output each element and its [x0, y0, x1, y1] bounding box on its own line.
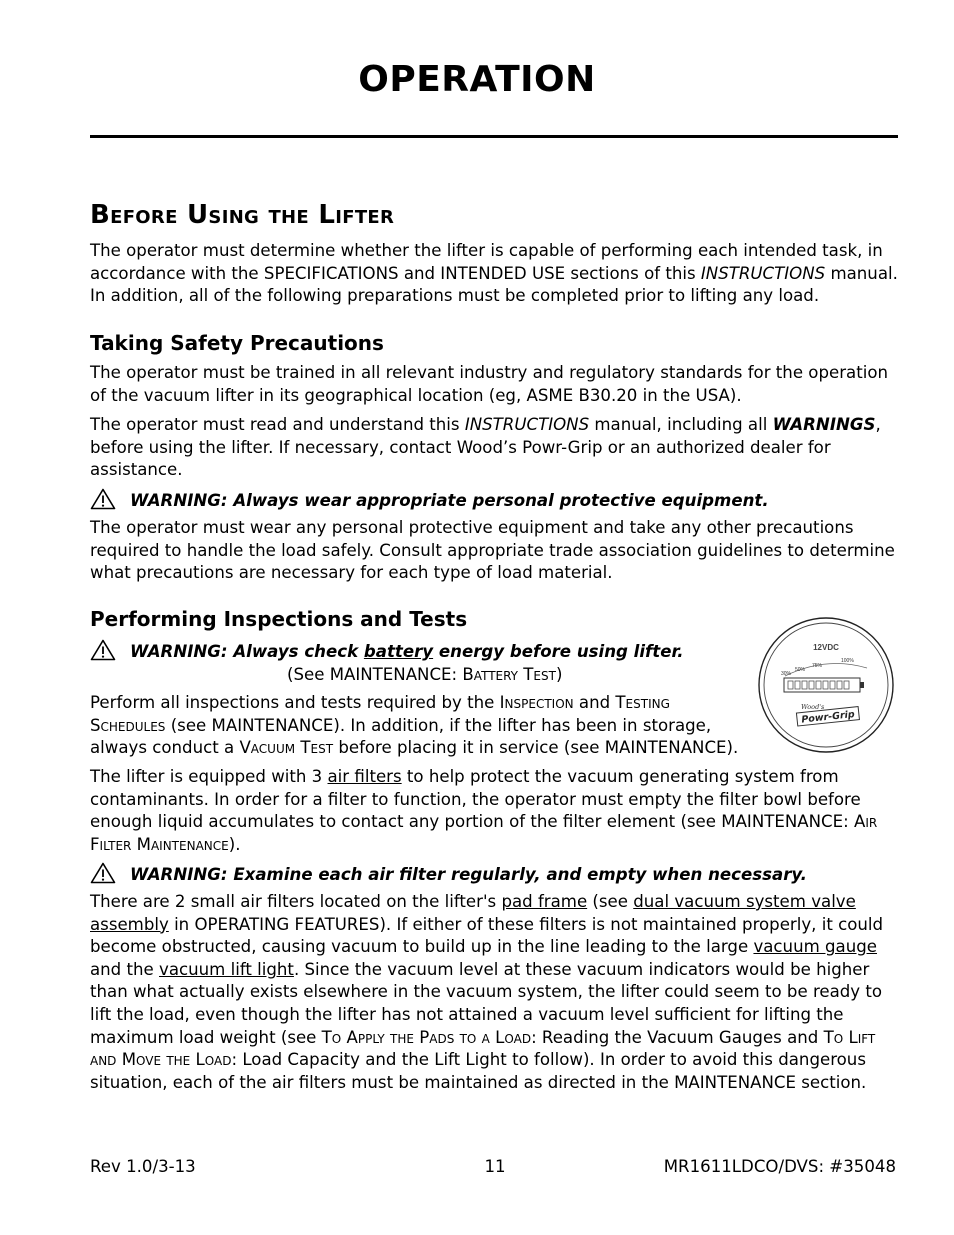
- warning-ppe: [90, 488, 769, 513]
- page-title: OPERATION: [358, 59, 596, 100]
- intro-paragraph: The operator must determine whether the lifter is capable of performing each intended task, in accordance with the SPECIFICATIONS and INTENDED USE sections of this INSTRUCTIONS manual. In addition, all of the following preparations must be completed prior to lifting any load.: [90, 241, 898, 306]
- section-heading: Before Using the Lifter: [90, 200, 395, 230]
- warning-ppe-text: WARNING: Always wear appropriate personal protective equipment.: [130, 491, 769, 510]
- safety-paragraph-ppe: The operator must wear any personal protective equipment and take any other precautions required to handle the load safely. Consult appropriate trade association guidelines to determine what precautions are necessary for each type of load material.: [90, 518, 895, 583]
- safety-paragraph-training: The operator must be trained in all relevant industry and regulatory standards for the operation of the vacuum lifter in its geographical location (eg, ASME B30.20 in the USA).: [90, 363, 888, 405]
- safety-paragraph-manual: The operator must read and understand this INSTRUCTIONS manual, including all WARNINGS, before using the lifter. If necessary, contact Wood’s Powr-Grip or an authorized dealer for assistance.: [90, 415, 881, 480]
- footer-page-number: 11: [484, 1157, 506, 1176]
- gauge-30-label: 30%: [781, 671, 792, 677]
- footer-document-id: MR1611LDCO/DVS: #35048: [663, 1157, 896, 1176]
- gauge-brand-logo: Powr-Grip: [800, 709, 856, 726]
- battery-gauge-image: [757, 616, 895, 754]
- title-rule: [90, 135, 898, 138]
- gauge-75-label: 75%: [812, 663, 823, 669]
- gauge-50-label: 50%: [795, 667, 806, 673]
- gauge-100-label: 100%: [841, 658, 854, 664]
- gauge-brand-top: Wood's: [801, 703, 825, 711]
- dual-vacuum-valve-link[interactable]: dual vacuum system valve assembly: [90, 892, 856, 934]
- warning-battery: WARNING: Always check battery energy before using lifter.: [90, 639, 684, 664]
- air-filters-paragraph: The lifter is equipped with 3 air filters to help protect the vacuum generating system from contaminants. In order for a filter to function, the operator must empty the filter bowl before enough liquid accumulates to contact any portion of the filter element (see MAINTENANCE: Air Filter Maintenance).: [90, 767, 878, 854]
- warning-air-filter-text: WARNING: Examine each air filter regularly, and empty when necessary.: [130, 865, 807, 884]
- air-filters-link[interactable]: air filters: [327, 767, 402, 786]
- warning-triangle-icon: [90, 862, 116, 884]
- gauge-voltage-label: 12VDC: [813, 643, 839, 652]
- warning-triangle-icon: [90, 639, 116, 661]
- inspections-heading: Performing Inspections and Tests: [90, 607, 468, 631]
- warning-triangle-icon: [90, 488, 116, 510]
- battery-test-reference: (See MAINTENANCE: Battery Test): [287, 665, 563, 684]
- footer-revision: Rev 1.0/3-13: [90, 1157, 196, 1176]
- small-filters-paragraph: There are 2 small air filters located on the lifter's pad frame (see dual vacuum system valve assembly in OPERATING FEATURES). If either of these filters is not maintained properly, it could become obstructed, causing vacuum to build up in the line leading to the large vacuum gauge and the vacuum lift light. Since the vacuum level at these vacuum indicators would be higher than what actually exists elsewhere in the vacuum system, the lifter could seem to be ready to lift the load, even though the lifter has not attained a vacuum level sufficient for lifting the maximum load weight (see To Apply the Pads to a Load: Reading the Vacuum Gauges and To Lift and Move the Load: Load Capacity and the Lift Light to follow). In order to avoid this dangerous situation, each of the air filters must be maintained as directed in the MAINTENANCE section.: [90, 892, 884, 1092]
- vacuum-lift-light-link[interactable]: vacuum lift light: [159, 959, 294, 979]
- safety-heading: Taking Safety Precautions: [90, 331, 384, 355]
- battery-link[interactable]: battery: [363, 642, 434, 661]
- warning-air-filter: [90, 862, 807, 887]
- pad-frame-link[interactable]: pad frame: [501, 892, 588, 911]
- inspections-paragraph: Perform all inspections and tests required by the Inspection and Testing Schedules (see MAINTENANCE). In addition, if the lifter has been in storage, always conduct a Vacuum Test before placing it in service (see MAINTENANCE).: [90, 693, 739, 758]
- vacuum-gauge-link[interactable]: vacuum gauge: [753, 937, 877, 957]
